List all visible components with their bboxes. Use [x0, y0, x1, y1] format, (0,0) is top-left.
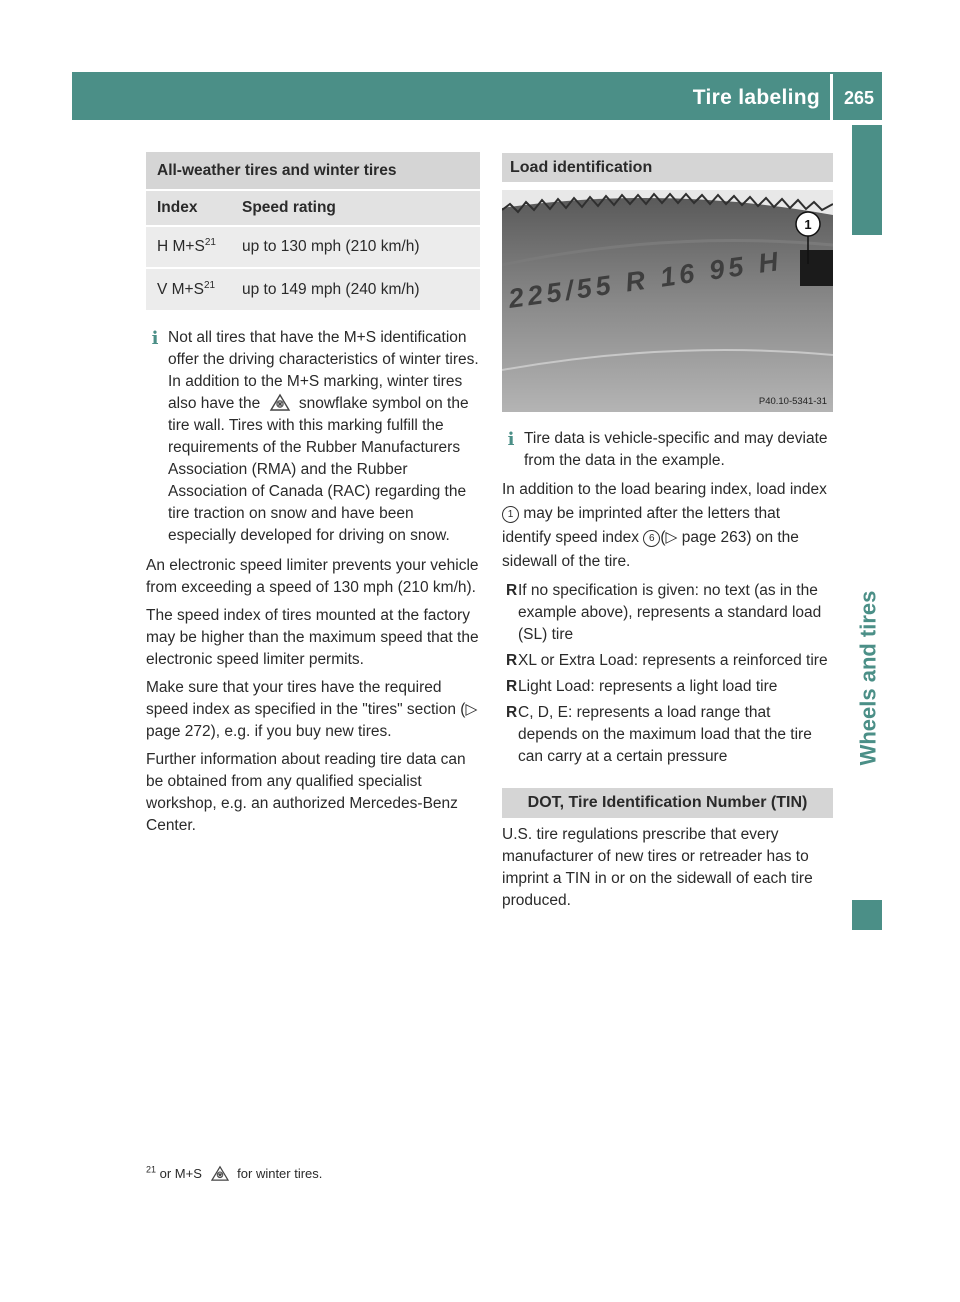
- snowflake-mountain-icon: [265, 393, 295, 411]
- table-cell-index: V $M+S^{21}$: [157, 279, 216, 298]
- page-number: 265: [843, 88, 874, 108]
- side-tab-marker: [852, 125, 882, 235]
- speed-rating-table: [146, 152, 480, 310]
- footnote-number: 21: [146, 1164, 157, 1175]
- header-divider: [830, 74, 833, 120]
- paragraph-speed-index: The speed index of tires mounted at the factory may be higher than the maximum speed that the electronic speed limiter permits.: [146, 607, 479, 668]
- info-note-tire-data: [502, 428, 833, 472]
- text-fragment: In addition to the load bearing index, load index: [502, 481, 827, 498]
- dot-tin-heading: DOT, Tire Identification Number (TIN): [502, 788, 833, 818]
- tire-size-text: 225/55 R 16 95 H: [506, 245, 784, 314]
- table-row: [146, 268, 480, 310]
- snowflake-mountain-icon: [206, 1165, 234, 1181]
- load-identification-heading: Load identification: [502, 153, 833, 182]
- list-item: R XL or Extra Load: represents a reinforced tire: [506, 652, 828, 669]
- table-cell-index: H $M+S^{21}$: [157, 236, 216, 255]
- footnote-text-a: or M+S: [159, 1166, 202, 1181]
- list-item: R If no specification is given: no text (as in the example above), represents a standard load (SL) tire: [506, 582, 822, 643]
- section-side-label: [853, 560, 883, 796]
- page-header: [72, 72, 882, 120]
- tire-sidewall-image: [502, 190, 833, 412]
- info-text-b: snowflake symbol on the tire wall. Tires with this marking fulfill the requirements of the Rubber Manufacturers Association (RMA) and the Rubber Association of Canada (RAC) regarding the tire traction on snow and have been especially developed for driving on snow.: [168, 395, 469, 544]
- callout-number: 1: [804, 217, 812, 232]
- table-title: All-weather tires and winter tires: [157, 161, 397, 179]
- list-item: R Light Load: represents a light load tire: [506, 678, 778, 695]
- callout-marker-6: 6: [643, 530, 660, 547]
- paragraph-required-index: Make sure that your tires have the required speed index as specified in the "tires" section (▷ page 272), e.g. if you buy new tires.: [146, 679, 478, 740]
- paragraph-further-info: Further information about reading tire data can be obtained from any qualified specialist workshop, e.g. an authorized Mercedes-Benz Center.: [146, 751, 466, 834]
- callout-marker-1: 1: [502, 506, 519, 523]
- table-row: [146, 226, 480, 268]
- info-text: Tire data is vehicle-specific and may deviate from the data in the example.: [524, 430, 828, 469]
- info-note-winter-tires: [146, 327, 480, 547]
- section-side-label-text: Wheels and tires: [855, 590, 880, 766]
- paragraph-load-index: [502, 478, 833, 574]
- image-code: P40.10-5341-31: [758, 396, 827, 407]
- text-fragment: may be imprinted after the letters that identify speed index: [502, 505, 781, 546]
- side-square-marker: [852, 900, 882, 930]
- paragraph-dot-tin: U.S. tire regulations prescribe that every manufacturer of new tires or retreader has to imprint a TIN in or on the sidewall of each tire produced.: [502, 826, 813, 909]
- table-cell-rating: up to 149 mph (240 km/h): [242, 280, 420, 298]
- info-icon: i: [507, 429, 515, 450]
- footnote: [146, 1165, 322, 1183]
- info-icon: i: [151, 328, 159, 349]
- column-header-speed-rating: Speed rating: [242, 199, 336, 216]
- table-cell-rating: up to 130 mph (210 km/h): [242, 238, 420, 255]
- info-text-a: Not all tires that have the M+S identification offer the driving characteristics of winter tires. In addition to the M+S marking, winter tires also have the: [168, 329, 479, 412]
- paragraph-speed-limiter: An electronic speed limiter prevents your vehicle from exceeding a speed of 130 mph (210 km/h).: [146, 557, 479, 596]
- footnote-text-b: for winter tires.: [237, 1166, 323, 1181]
- column-header-index: Index: [157, 199, 198, 216]
- load-type-list: [502, 580, 833, 768]
- right-column: [502, 153, 833, 918]
- text-fragment: (▷ page 263) on the sidewall of the tire.: [502, 529, 799, 570]
- page-title: Tire labeling: [692, 86, 820, 109]
- list-item: R C, D, E: represents a load range that depends on the maximum load that the tire can carry at a certain pressure: [506, 704, 812, 765]
- left-column: [146, 152, 480, 843]
